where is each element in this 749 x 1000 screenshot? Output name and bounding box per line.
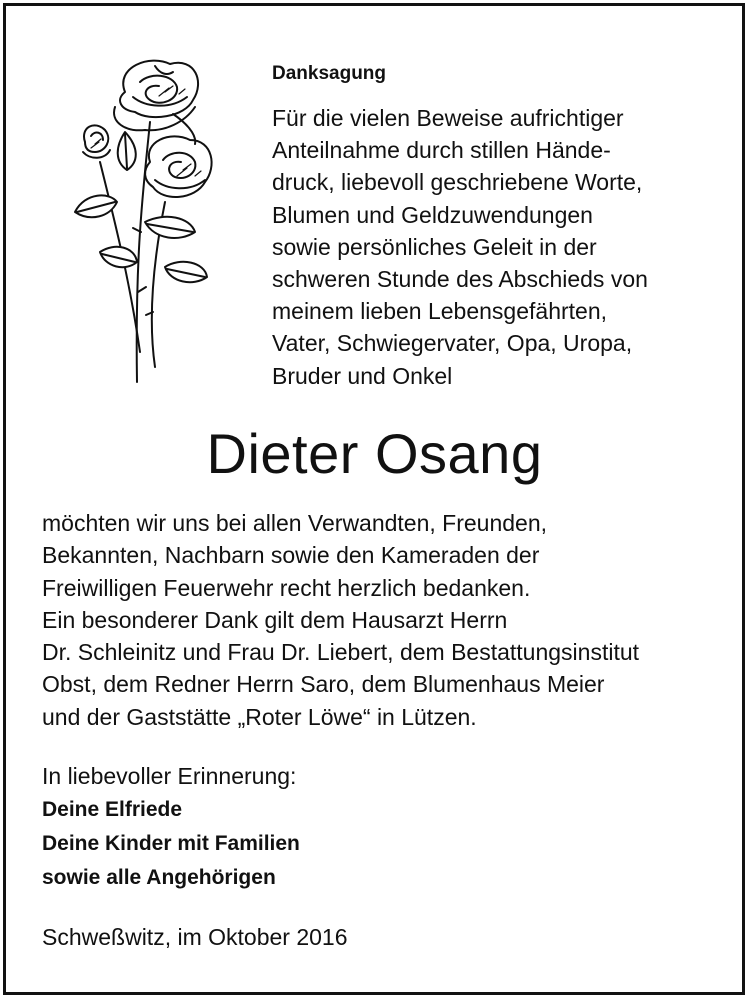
thanks-section <box>272 58 712 392</box>
body-line: Obst, dem Redner Herrn Saro, dem Blumenhaus Meier <box>42 671 605 698</box>
body-line: möchten wir uns bei allen Verwandten, Freunden, <box>42 510 548 536</box>
intro-line: Bruder und Onkel <box>272 362 453 389</box>
rose-icon <box>55 52 225 392</box>
signatory: Deine Elfriede <box>42 798 183 821</box>
intro-line: Vater, Schwiegervater, Opa, Uropa, <box>272 330 633 357</box>
body-line: und der Gaststätte „Roter Löwe“ in Lützen. <box>42 703 477 730</box>
intro-line: schweren Stunde des Abschieds von <box>272 266 648 293</box>
body-line: Ein besonderer Dank gilt dem Hausarzt Herrn <box>42 606 508 633</box>
closing-section <box>42 759 300 895</box>
body-paragraph <box>42 507 722 733</box>
intro-line: sowie persönliches Geleit in der <box>272 233 597 260</box>
signatory: sowie alle Angehörigen <box>42 866 276 889</box>
intro-line: druck, liebevoll geschriebene Worte, <box>272 169 643 196</box>
signatory: Deine Kinder mit Familien <box>42 832 300 855</box>
intro-paragraph <box>272 102 712 392</box>
intro-line: Für die vielen Beweise aufrichtiger <box>272 105 624 131</box>
body-line: Dr. Schleinitz und Frau Dr. Liebert, dem Bestattungsinstitut <box>42 639 640 666</box>
body-line: Freiwilligen Feuerwehr recht herzlich bedanken. <box>42 574 531 601</box>
intro-line: Anteilnahme durch stillen Hände- <box>272 137 611 164</box>
place-date: Schweßwitz, im Oktober 2016 <box>42 924 348 950</box>
closing-intro: In liebevoller Erinnerung: <box>42 763 297 789</box>
body-line: Bekannten, Nachbarn sowie den Kameraden der <box>42 542 540 569</box>
intro-line: meinem lieben Lebensgefährten, <box>272 298 608 325</box>
intro-line: Blumen und Geldzuwendungen <box>272 201 593 228</box>
deceased-name: Dieter Osang <box>206 422 543 485</box>
heading: Danksagung <box>272 63 387 84</box>
